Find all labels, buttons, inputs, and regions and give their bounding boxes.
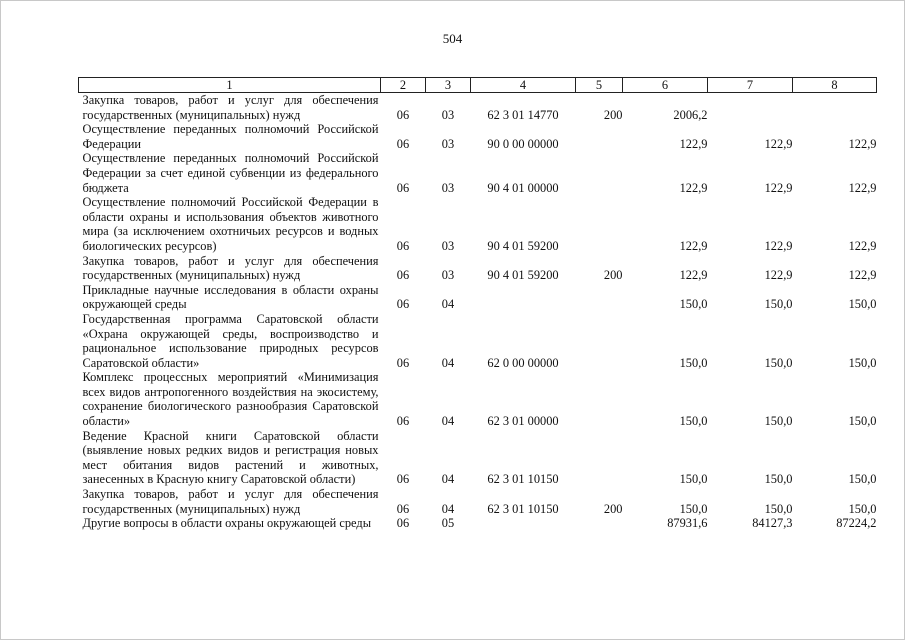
row-amount-1-cell: 122,9 bbox=[679, 268, 708, 283]
row-amount-3-cell: 150,0 bbox=[848, 501, 877, 516]
row-subsection-cell: 03 bbox=[441, 180, 455, 195]
row-amount-2-cell: 122,9 bbox=[764, 238, 793, 253]
row-amount-2-cell bbox=[708, 93, 793, 123]
row-amount-2-cell: 84127,3 bbox=[752, 516, 793, 531]
row-target-article-cell: 90 0 00 00000 bbox=[487, 136, 559, 151]
header-row bbox=[79, 78, 877, 93]
row-amount-2-cell: 150,0 bbox=[764, 297, 793, 312]
row-section-cell: 06 bbox=[396, 355, 410, 370]
row-section-cell: 06 bbox=[396, 238, 410, 253]
table-row bbox=[79, 151, 877, 195]
row-subsection-cell: 04 bbox=[441, 472, 455, 487]
page-number: 504 bbox=[442, 31, 463, 46]
row-expense-type-cell bbox=[576, 312, 623, 370]
row-name-cell: Ведение Красной книги Саратовской области (выявление новых редких видов и регистрация новых мест обитания видов растений и животных, занесенных в Красную книгу Саратовской области) bbox=[82, 428, 379, 487]
row-section-cell: 06 bbox=[396, 501, 410, 516]
column-header: 7 bbox=[708, 78, 793, 93]
row-section-cell: 06 bbox=[396, 180, 410, 195]
row-amount-1-cell: 122,9 bbox=[679, 136, 708, 151]
row-target-article-cell: 90 4 01 59200 bbox=[487, 268, 559, 283]
row-target-article-cell: 62 3 01 00000 bbox=[487, 414, 559, 429]
table-row bbox=[79, 93, 877, 123]
row-amount-3-cell: 150,0 bbox=[848, 297, 877, 312]
row-expense-type-cell bbox=[576, 516, 623, 531]
row-expense-type-cell bbox=[576, 370, 623, 428]
row-amount-2-cell: 150,0 bbox=[764, 501, 793, 516]
row-amount-3-cell: 122,9 bbox=[848, 268, 877, 283]
row-section-cell: 06 bbox=[396, 414, 410, 429]
row-amount-1-cell: 150,0 bbox=[679, 297, 708, 312]
row-subsection-cell: 04 bbox=[441, 297, 455, 312]
row-amount-3-cell: 122,9 bbox=[848, 136, 877, 151]
row-target-article-cell: 62 3 01 10150 bbox=[487, 501, 559, 516]
row-subsection-cell: 03 bbox=[441, 136, 455, 151]
row-amount-1-cell: 150,0 bbox=[679, 472, 708, 487]
table-row bbox=[79, 516, 877, 531]
row-name-cell: Государственная программа Саратовской области «Охрана окружающей среды, воспроизводство и рациональное использование природных ресурсов Саратовской области» bbox=[82, 311, 379, 370]
row-amount-2-cell: 122,9 bbox=[764, 180, 793, 195]
row-amount-3-cell: 150,0 bbox=[848, 414, 877, 429]
row-subsection-cell: 03 bbox=[441, 268, 455, 283]
row-name-cell: Осуществление полномочий Российской Федерации в области охраны и использования объектов животного мира (за исключением охотничьих ресурсов и водных биологических ресурсов) bbox=[82, 195, 379, 253]
column-header: 2 bbox=[381, 78, 426, 93]
row-section-cell: 06 bbox=[396, 107, 410, 122]
table-row bbox=[79, 429, 877, 487]
row-expense-type-cell: 200 bbox=[603, 107, 623, 122]
row-amount-3-cell: 122,9 bbox=[848, 180, 877, 195]
row-amount-3-cell: 122,9 bbox=[848, 238, 877, 253]
table-row bbox=[79, 487, 877, 516]
row-amount-2-cell: 122,9 bbox=[764, 268, 793, 283]
table-row bbox=[79, 283, 877, 312]
row-amount-1-cell: 87931,6 bbox=[667, 516, 708, 531]
row-expense-type-cell bbox=[576, 195, 623, 253]
row-target-article-cell: 62 0 00 00000 bbox=[487, 355, 559, 370]
row-subsection-cell: 04 bbox=[441, 355, 455, 370]
row-expense-type-cell bbox=[576, 151, 623, 195]
row-amount-2-cell: 122,9 bbox=[764, 136, 793, 151]
column-header: 8 bbox=[793, 78, 877, 93]
row-expense-type-cell: 200 bbox=[603, 268, 623, 283]
row-amount-1-cell: 150,0 bbox=[679, 414, 708, 429]
row-amount-1-cell: 122,9 bbox=[679, 180, 708, 195]
row-name-cell: Осуществление переданных полномочий Российской Федерации за счет единой субвенции из федерального бюджета bbox=[82, 151, 379, 195]
row-amount-1-cell: 122,9 bbox=[679, 238, 708, 253]
row-target-article-cell: 90 4 01 59200 bbox=[487, 238, 559, 253]
row-amount-1-cell: 2006,2 bbox=[673, 107, 708, 122]
column-header: 1 bbox=[79, 78, 381, 93]
row-amount-3-cell: 150,0 bbox=[848, 472, 877, 487]
row-amount-2-cell: 150,0 bbox=[764, 414, 793, 429]
table-row bbox=[79, 370, 877, 428]
row-name-cell: Комплекс процессных мероприятий «Минимизация всех видов антропогенного воздействия на экосистему, сохранение биологического разнообразия Саратовской области» bbox=[82, 370, 379, 429]
budget-table bbox=[78, 77, 877, 531]
row-subsection-cell: 04 bbox=[441, 501, 455, 516]
row-name-cell: Закупка товаров, работ и услуг для обеспечения государственных (муниципальных) нужд bbox=[82, 253, 379, 283]
row-section-cell: 06 bbox=[396, 297, 410, 312]
column-header: 4 bbox=[471, 78, 576, 93]
row-subsection-cell: 03 bbox=[441, 107, 455, 122]
row-amount-2-cell: 150,0 bbox=[764, 355, 793, 370]
row-target-article-cell bbox=[471, 516, 576, 531]
row-amount-1-cell: 150,0 bbox=[679, 501, 708, 516]
row-name-cell: Другие вопросы в области охраны окружающей среды bbox=[82, 516, 372, 531]
row-subsection-cell: 04 bbox=[441, 414, 455, 429]
row-expense-type-cell bbox=[576, 283, 623, 312]
table-row bbox=[79, 254, 877, 283]
column-header: 5 bbox=[576, 78, 623, 93]
table-row bbox=[79, 195, 877, 253]
row-amount-3-cell: 87224,2 bbox=[836, 516, 877, 531]
row-section-cell: 06 bbox=[396, 136, 410, 151]
row-name-cell: Прикладные научные исследования в области охраны окружающей среды bbox=[82, 282, 379, 312]
row-name-cell: Закупка товаров, работ и услуг для обеспечения государственных (муниципальных) нужд bbox=[82, 93, 379, 122]
table-row bbox=[79, 312, 877, 370]
row-amount-1-cell: 150,0 bbox=[679, 355, 708, 370]
row-expense-type-cell: 200 bbox=[603, 501, 623, 516]
column-header: 6 bbox=[623, 78, 708, 93]
row-amount-3-cell bbox=[793, 93, 877, 123]
table-row bbox=[79, 122, 877, 151]
row-target-article-cell: 90 4 01 00000 bbox=[487, 180, 559, 195]
column-header: 3 bbox=[426, 78, 471, 93]
row-name-cell: Осуществление переданных полномочий Российской Федерации bbox=[82, 122, 379, 151]
row-section-cell: 06 bbox=[396, 268, 410, 283]
table-body bbox=[79, 93, 877, 531]
row-section-cell: 06 bbox=[396, 516, 410, 531]
row-subsection-cell: 05 bbox=[441, 516, 455, 531]
row-expense-type-cell bbox=[576, 429, 623, 487]
row-target-article-cell: 62 3 01 14770 bbox=[487, 107, 559, 122]
row-amount-2-cell: 150,0 bbox=[764, 472, 793, 487]
row-amount-3-cell: 150,0 bbox=[848, 355, 877, 370]
row-name-cell: Закупка товаров, работ и услуг для обеспечения государственных (муниципальных) нужд bbox=[82, 487, 379, 516]
row-section-cell: 06 bbox=[396, 472, 410, 487]
row-expense-type-cell bbox=[576, 122, 623, 151]
row-target-article-cell: 62 3 01 10150 bbox=[487, 472, 559, 487]
row-subsection-cell: 03 bbox=[441, 238, 455, 253]
row-target-article-cell bbox=[471, 283, 576, 312]
